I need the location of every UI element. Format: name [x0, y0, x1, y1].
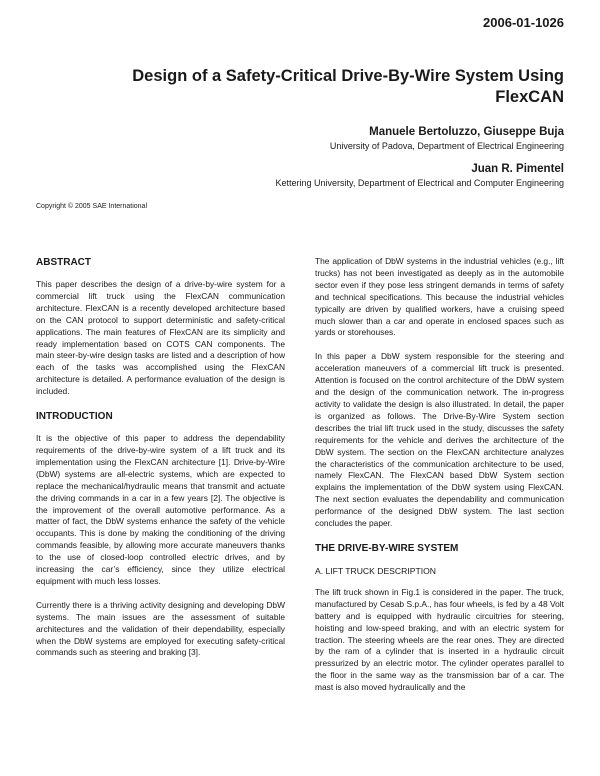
body-paragraph: The lift truck shown in Fig.1 is considered in the paper. The truck, manufactured by Cesab S.p.A., has four wheels, is fed by a 48 Volt battery and is equipped with hydraulic circuitries for steering, hoisting and low-speed braking, and with an electric system for traction. The steering wheels are the rear ones. They are directed by the ram of a cylinder that is inserted in a hydraulic circuit pressurized by an electric motor. The cylinder operates parallel to the floor in the same way as the transmission bar of a car. The mast is also moved hydraulically and the — [315, 586, 564, 693]
paper-id: 2006-01-1026 — [483, 15, 564, 30]
abstract-text: This paper describes the design of a drive-by-wire system for a commercial lift truck using the FlexCAN communication architecture. FlexCAN is a recently developed architecture based on the CAN protocol to support deterministic and safety-critical applications. The main features of FlexCAN are its simplicity and ready implementation based on COTS CAN components. The main steer-by-wire design tasks are listed and a description of how each of the tasks was accomplished using the FlexCAN architecture is detailed. A performance evaluation of the design is included. — [36, 279, 285, 397]
author-block-2 — [276, 163, 564, 188]
introduction-paragraph: Currently there is a thriving activity designing and developing DbW systems. The main issues are the assessment of suitable architectures and the validation of their dependability, especially when the DbW systems are employed for executing safety-critical commands such as steering and braking [3]. — [36, 599, 285, 658]
author-block-1 — [330, 126, 564, 151]
body-paragraph: In this paper a DbW system responsible for the steering and acceleration maneuvers of a commercial lift truck is presented. Attention is focused on the control architecture of the DbW system and the design of the communication network. The in-progress activity to validate the design is also illustrated. In detail, the paper is organized as follows. The Drive-By-Wire System section describes the trial lift truck used in the study, discusses the safety requirements for the vehicle and derives the architecture of the DbW system. The section on the FlexCAN architecture analyzes the characteristics of the communication architecture to be used, namely FlexCAN. The FlexCAN based DbW System section explains the implementation of the DbW system using FlexCAN. The next section evaluates the dependability and communication performance of the designed DbW system. The last section concludes the paper. — [315, 351, 564, 529]
paper-title: Design of a Safety-Critical Drive-By-Wire System Using FlexCAN — [132, 67, 564, 106]
subsection-heading: A. LIFT TRUCK DESCRIPTION — [315, 565, 436, 576]
abstract-heading: ABSTRACT — [36, 257, 91, 268]
author-affiliation: Kettering University, Department of Electrical and Computer Engineering — [275, 178, 564, 188]
copyright-notice: Copyright © 2005 SAE International — [36, 203, 148, 210]
left-column — [36, 256, 285, 671]
body-paragraph: The application of DbW systems in the industrial vehicles (e.g., lift trucks) has not been investigated as deeply as in the automobile sector even if they pose less stringent demands in terms of safety and technical specifications. This because the industrial vehicles typically are driven by qualified workers, have a cruising speed much slower than a car and operate in enclosed spaces such as yards or storehouses. — [315, 256, 564, 338]
section-heading: THE DRIVE-BY-WIRE SYSTEM — [315, 542, 459, 554]
author-names: Manuele Bertoluzzo, Giuseppe Buja — [369, 126, 564, 138]
author-names: Juan R. Pimentel — [471, 163, 564, 175]
author-affiliation: University of Padova, Department of Electrical Engineering — [329, 141, 564, 151]
introduction-paragraph: It is the objective of this paper to address the dependability requirements of the drive-by-wire system of a lift truck and its implementation using the FlexCAN architecture [1]. Drive-by-Wire (DbW) systems are all-electric systems, which are expected to replace the mechanical/hydraulic means that transmit and actuate the driving commands in a car in a few years [2]. The objective is the improvement of the overall automotive performance. As a matter of fact, the DbW systems enhance the safety of the vehicle occupants. This is done by making the conditioning of the driving commands feasible, by allowing more accurate maneuvers thanks to the use of closed-loop controlled electric drives, and by increasing the car’s efficiency, since they utilize electrical equipment with much less losses. — [36, 433, 285, 586]
right-column — [315, 256, 564, 706]
introduction-heading: INTRODUCTION — [36, 411, 113, 423]
